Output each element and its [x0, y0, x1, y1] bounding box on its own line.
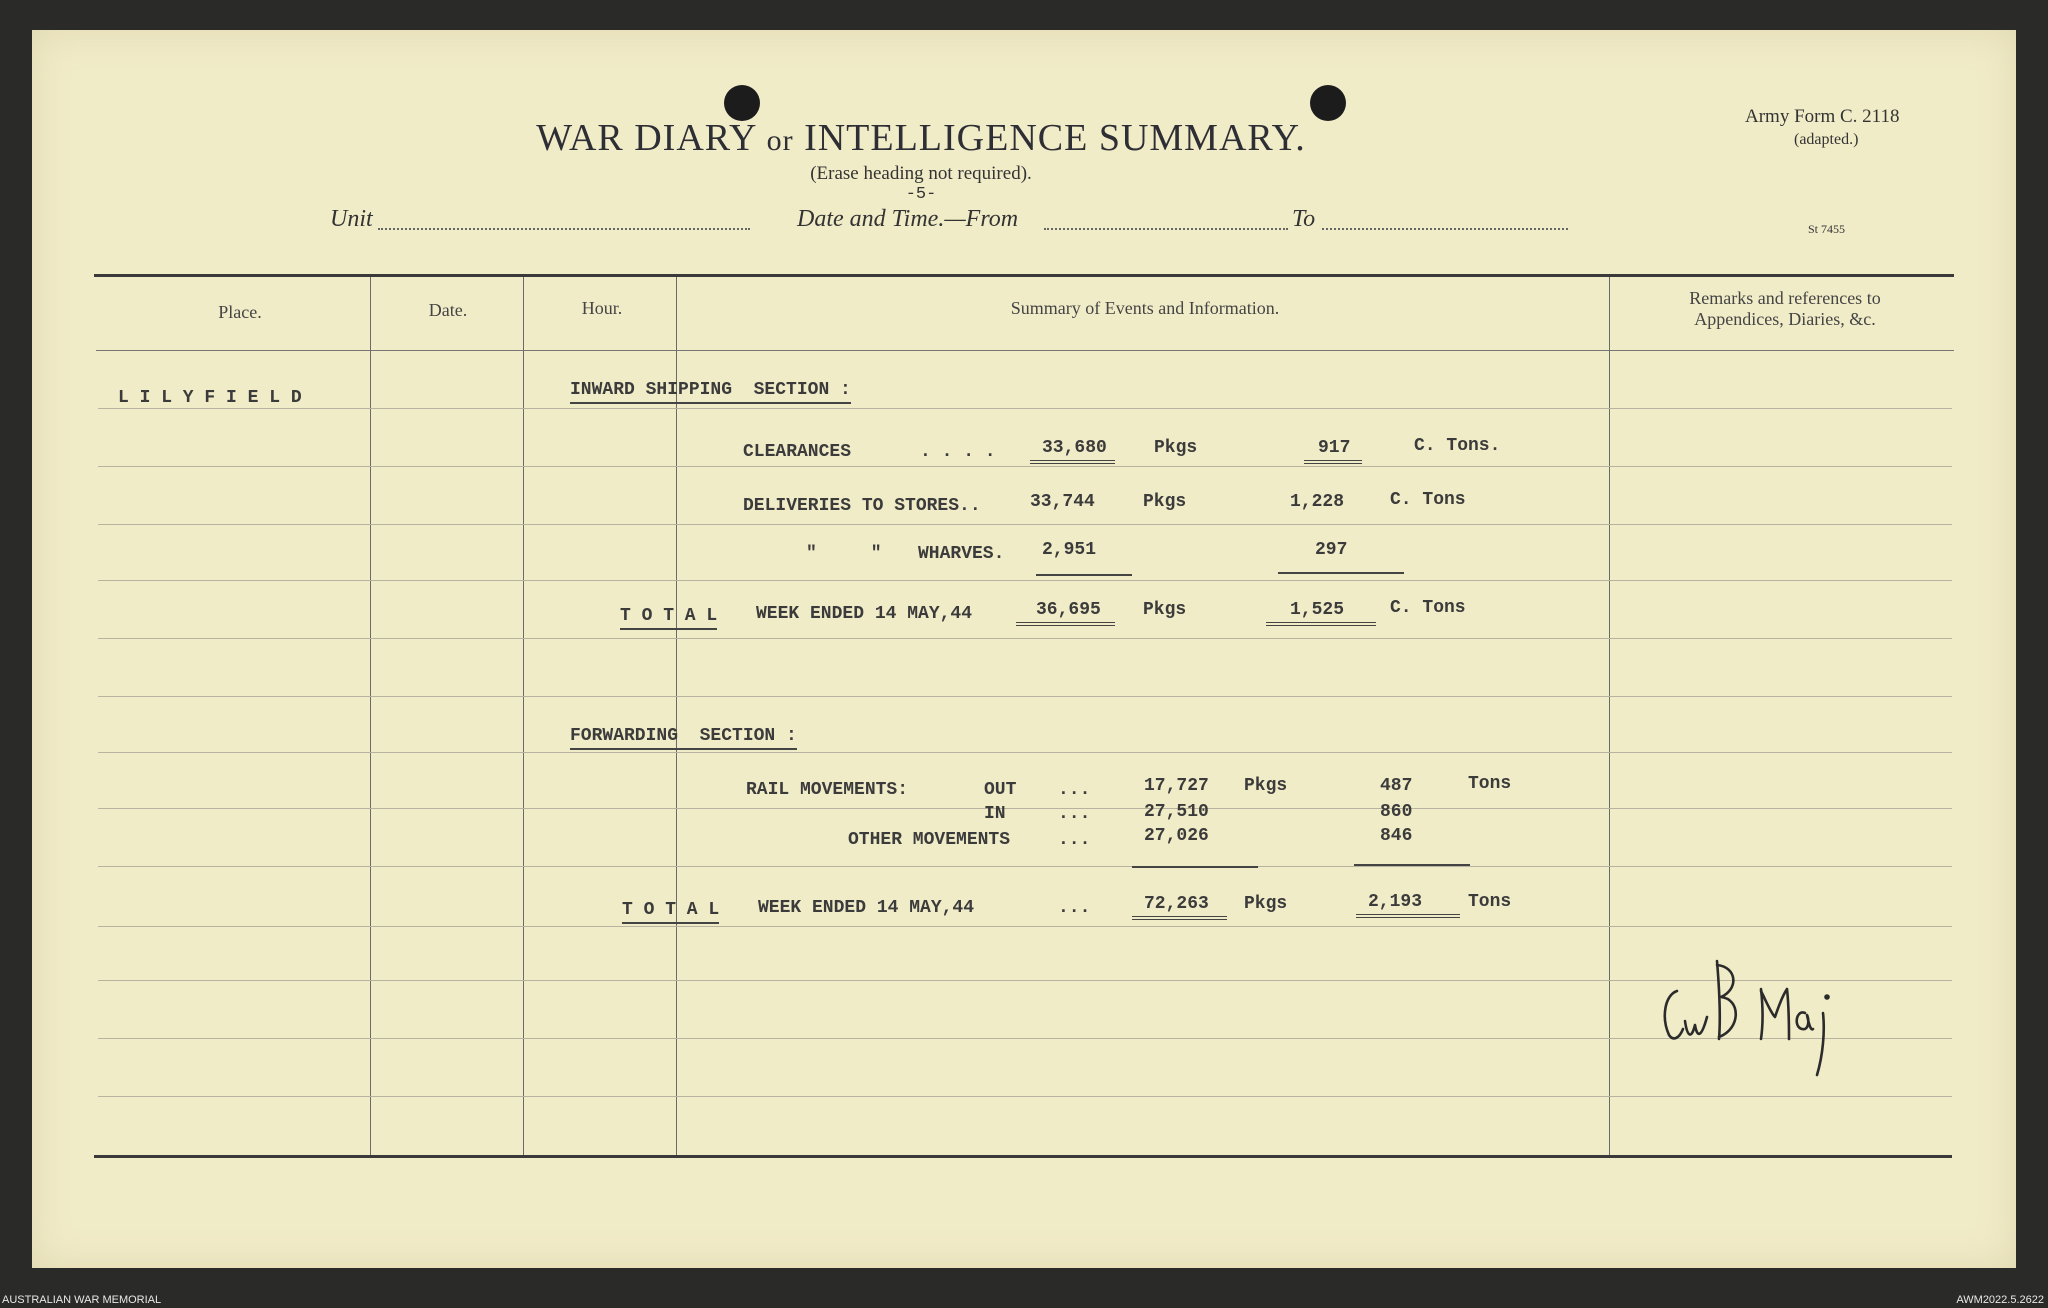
inward-section-heading: INWARD SHIPPING SECTION : — [570, 380, 851, 404]
ruled-line — [98, 638, 1952, 639]
forwarding-total-week: WEEK ENDED 14 MAY,44 — [758, 898, 975, 918]
inward-total-tons: 1,525 — [1266, 600, 1376, 626]
form-title: WAR DIARY or INTELLIGENCE SUMMARY. — [536, 117, 1306, 159]
deliveries-label: DELIVERIES TO STORES.. — [743, 496, 981, 516]
date-from-label: Date and Time.—From — [797, 206, 1019, 232]
forwarding-total-label: T O T A L — [622, 900, 719, 924]
deliveries-tons: 1,228 — [1290, 492, 1345, 512]
pkgs-unit: Pkgs — [1143, 492, 1187, 512]
pkgs-unit: Pkgs — [1143, 600, 1187, 620]
out-label: OUT — [984, 780, 1017, 800]
ctons-unit: C. Tons — [1390, 490, 1466, 510]
inward-total-label: T O T A L — [620, 606, 717, 630]
ruled-line — [98, 580, 1952, 581]
ruled-line — [98, 1096, 1952, 1097]
archive-credit: AUSTRALIAN WAR MEMORIAL — [2, 1294, 162, 1306]
ruled-line — [98, 408, 1952, 409]
ellipsis: ... — [1058, 780, 1091, 800]
ruled-line — [98, 752, 1952, 753]
header-rule — [96, 350, 1954, 351]
column-header-date: Date. — [428, 300, 468, 320]
other-movements-label: OTHER MOVEMENTS — [848, 830, 1011, 850]
clearances-tons: 917 — [1304, 438, 1362, 464]
other-movements-pkgs: 27,026 — [1144, 826, 1209, 846]
clearances-dots: . . . . — [920, 442, 996, 462]
column-header-summary: Summary of Events and Information. — [1010, 298, 1280, 318]
pkgs-unit: Pkgs — [1154, 438, 1198, 458]
forwarding-total-tons: 2,193 — [1356, 892, 1460, 918]
column-header-hour: Hour. — [581, 298, 623, 318]
wharves-tons: 297 — [1315, 540, 1348, 560]
forwarding-section-heading: FORWARDING SECTION : — [570, 726, 797, 750]
date-from-field — [1044, 228, 1288, 230]
handwritten-signature — [1655, 955, 1835, 1090]
in-label: IN — [984, 804, 1006, 824]
inward-total-week: WEEK ENDED 14 MAY,44 — [756, 604, 973, 624]
table-bottom-rule — [94, 1155, 1952, 1158]
deliveries-pkgs: 33,744 — [1030, 492, 1095, 512]
table-top-rule — [94, 274, 1954, 277]
unit-field — [378, 228, 750, 230]
underline — [1278, 572, 1404, 574]
date-to-label: To — [1292, 206, 1316, 232]
inward-total-pkgs: 36,695 — [1016, 600, 1115, 626]
stationery-number: St 7455 — [1808, 222, 1846, 236]
ruled-line — [98, 524, 1952, 525]
tons-unit: Tons — [1468, 892, 1512, 912]
pkgs-unit: Pkgs — [1244, 776, 1288, 796]
wharves-pkgs: 2,951 — [1042, 540, 1097, 560]
clearances-pkgs: 33,680 — [1030, 438, 1115, 464]
ruled-line — [98, 808, 1952, 809]
tons-unit: Tons — [1468, 774, 1512, 794]
form-subtitle: (Erase heading not required). — [810, 163, 1032, 184]
ruled-line — [98, 696, 1952, 697]
ellipsis: ... — [1058, 830, 1091, 850]
ctons-unit: C. Tons. — [1414, 436, 1501, 456]
archive-reference: AWM2022.5.2622 — [1956, 1294, 2044, 1306]
underline — [1036, 574, 1132, 576]
other-movements-tons: 846 — [1380, 826, 1413, 846]
wharves-label: WHARVES. — [918, 544, 1005, 564]
ruled-line — [98, 466, 1952, 467]
column-header-place: Place. — [218, 302, 262, 322]
ctons-unit: C. Tons — [1390, 598, 1466, 618]
pkgs-unit: Pkgs — [1244, 894, 1288, 914]
date-to-field — [1322, 228, 1568, 230]
page-number: -5- — [905, 185, 937, 204]
rail-in-tons: 860 — [1380, 802, 1413, 822]
place-entry: L I L Y F I E L D — [118, 388, 302, 408]
clearances-label: CLEARANCES — [743, 442, 852, 462]
rail-out-tons: 487 — [1380, 776, 1413, 796]
rail-in-pkgs: 27,510 — [1144, 802, 1209, 822]
ruled-line — [98, 926, 1952, 927]
rail-movements-label: RAIL MOVEMENTS: — [746, 780, 909, 800]
ditto-marks: " " — [806, 544, 882, 564]
forwarding-total-pkgs: 72,263 — [1132, 894, 1227, 920]
unit-label: Unit — [330, 206, 373, 232]
army-form-number: Army Form C. 2118 — [1745, 106, 1900, 127]
army-form-adapted: (adapted.) — [1794, 131, 1859, 148]
ruled-line — [98, 866, 1952, 867]
ellipsis: ... — [1058, 804, 1091, 824]
rail-out-pkgs: 17,727 — [1144, 776, 1209, 796]
underline — [1354, 864, 1470, 866]
column-header-remarks: Remarks and references to Appendices, Diaries, &c. — [1689, 288, 1881, 329]
ellipsis: ... — [1058, 898, 1091, 918]
underline — [1132, 866, 1258, 868]
